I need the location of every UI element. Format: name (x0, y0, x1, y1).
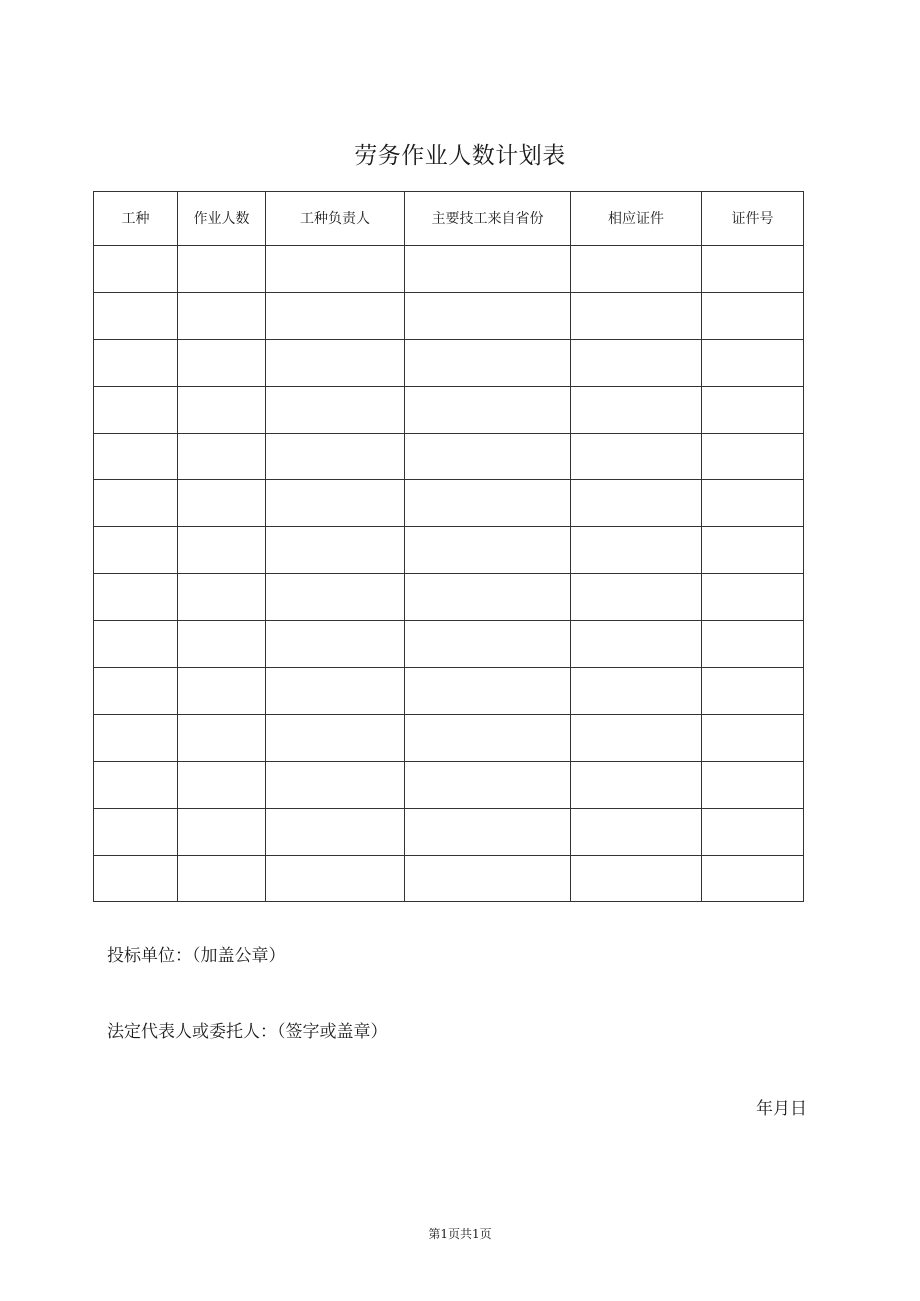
table-cell[interactable] (266, 386, 405, 433)
table-cell[interactable] (266, 855, 405, 902)
table-row (94, 386, 804, 433)
table-cell[interactable] (266, 761, 405, 808)
table-cell[interactable] (571, 386, 702, 433)
table-cell[interactable] (405, 527, 571, 574)
document-title: 劳务作业人数计划表 (354, 143, 566, 169)
table-cell[interactable] (178, 761, 266, 808)
table-row (94, 246, 804, 293)
table-cell[interactable] (178, 339, 266, 386)
table-cell[interactable] (405, 808, 571, 855)
table-cell[interactable] (178, 668, 266, 715)
table-cell[interactable] (405, 339, 571, 386)
table-cell[interactable] (702, 855, 804, 902)
table-cell[interactable] (178, 480, 266, 527)
table-row (94, 339, 804, 386)
table-cell[interactable] (702, 668, 804, 715)
table-cell[interactable] (94, 480, 178, 527)
header-trade-leader: 工种负责人 (266, 192, 405, 246)
table-cell[interactable] (571, 339, 702, 386)
table-cell[interactable] (405, 246, 571, 293)
table-cell[interactable] (702, 808, 804, 855)
table-row (94, 855, 804, 902)
table-cell[interactable] (94, 339, 178, 386)
table-cell[interactable] (266, 714, 405, 761)
table-header-row (94, 192, 804, 246)
table-cell[interactable] (571, 714, 702, 761)
table-cell[interactable] (405, 386, 571, 433)
table-cell[interactable] (266, 574, 405, 621)
table-cell[interactable] (702, 246, 804, 293)
table-cell[interactable] (702, 621, 804, 668)
table-cell[interactable] (405, 292, 571, 339)
table-cell[interactable] (571, 761, 702, 808)
table-row (94, 527, 804, 574)
table-cell[interactable] (178, 808, 266, 855)
header-certificate-number: 证件号 (702, 192, 804, 246)
table-cell[interactable] (178, 292, 266, 339)
table-row (94, 808, 804, 855)
table-cell[interactable] (571, 855, 702, 902)
table-cell[interactable] (702, 527, 804, 574)
header-worker-count: 作业人数 (178, 192, 266, 246)
table-body (94, 246, 804, 902)
table-cell[interactable] (178, 433, 266, 480)
table-cell[interactable] (405, 761, 571, 808)
header-trade: 工种 (94, 192, 178, 246)
table-row (94, 292, 804, 339)
table-cell[interactable] (266, 480, 405, 527)
table-cell[interactable] (266, 808, 405, 855)
table-cell[interactable] (94, 855, 178, 902)
table-cell[interactable] (94, 386, 178, 433)
table-cell[interactable] (94, 621, 178, 668)
header-certificate: 相应证件 (571, 192, 702, 246)
table-cell[interactable] (94, 714, 178, 761)
table-cell[interactable] (571, 574, 702, 621)
representative-signature-line: 法定代表人或委托人：（签字或盖章） (107, 1022, 388, 1042)
table-cell[interactable] (94, 668, 178, 715)
table-cell[interactable] (571, 808, 702, 855)
table-cell[interactable] (94, 246, 178, 293)
table-cell[interactable] (702, 480, 804, 527)
table-cell[interactable] (94, 292, 178, 339)
table-row (94, 761, 804, 808)
table-cell[interactable] (178, 246, 266, 293)
table-cell[interactable] (94, 808, 178, 855)
date-line: 年月日 (756, 1099, 807, 1119)
table-cell[interactable] (571, 292, 702, 339)
page-footer: 第1页共1页 (428, 1227, 492, 1241)
table-cell[interactable] (94, 574, 178, 621)
table-row (94, 480, 804, 527)
table-row (94, 714, 804, 761)
table-cell[interactable] (571, 480, 702, 527)
table-cell[interactable] (702, 339, 804, 386)
table-cell[interactable] (178, 574, 266, 621)
table-cell[interactable] (405, 574, 571, 621)
table-cell[interactable] (178, 527, 266, 574)
table-cell[interactable] (571, 668, 702, 715)
table-cell[interactable] (178, 386, 266, 433)
table-cell[interactable] (94, 761, 178, 808)
table-cell[interactable] (266, 621, 405, 668)
bidder-seal-line: 投标单位：（加盖公章） (107, 946, 286, 966)
table-cell[interactable] (702, 433, 804, 480)
table-cell[interactable] (94, 433, 178, 480)
table-cell[interactable] (266, 292, 405, 339)
table-row (94, 433, 804, 480)
table-cell[interactable] (405, 480, 571, 527)
table-cell[interactable] (266, 433, 405, 480)
table-cell[interactable] (266, 668, 405, 715)
table-cell[interactable] (178, 855, 266, 902)
table-cell[interactable] (571, 246, 702, 293)
table-cell[interactable] (702, 761, 804, 808)
table-cell[interactable] (266, 339, 405, 386)
table-row (94, 621, 804, 668)
table-cell[interactable] (266, 527, 405, 574)
labor-plan-table (93, 191, 804, 902)
table-cell[interactable] (702, 292, 804, 339)
table-cell[interactable] (178, 621, 266, 668)
table-cell[interactable] (405, 668, 571, 715)
table-cell[interactable] (702, 574, 804, 621)
table-cell[interactable] (571, 621, 702, 668)
table-cell[interactable] (178, 714, 266, 761)
header-origin-province: 主要技工来自省份 (405, 192, 571, 246)
table-cell[interactable] (571, 527, 702, 574)
table-cell[interactable] (405, 714, 571, 761)
table-row (94, 574, 804, 621)
table-cell[interactable] (702, 386, 804, 433)
table-cell[interactable] (266, 246, 405, 293)
table-cell[interactable] (405, 855, 571, 902)
table-cell[interactable] (94, 527, 178, 574)
table-cell[interactable] (405, 433, 571, 480)
table-row (94, 668, 804, 715)
table-cell[interactable] (405, 621, 571, 668)
table-cell[interactable] (702, 714, 804, 761)
table-cell[interactable] (571, 433, 702, 480)
